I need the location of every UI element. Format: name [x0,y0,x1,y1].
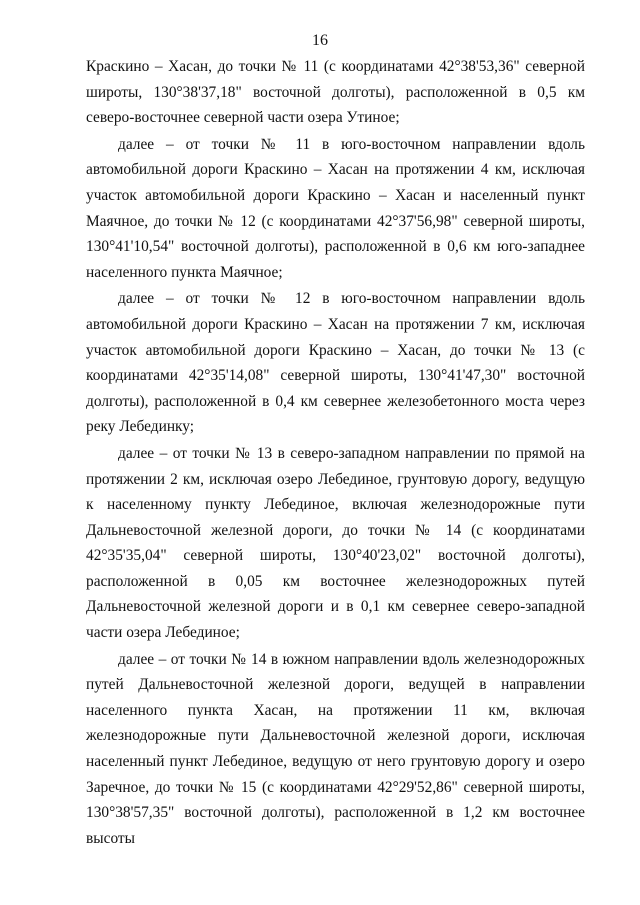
paragraph-point-12: далее – от точки № 12 в юго-восточном направлении вдоль автомобильной дороги Краскино – Хасан на протяжении 7 км, исключая участок автомобильной дороги Краскино – Хасан, до точки № 13 (с координатами 42°35'14,08" северной широты, 130°41'47,30" восточной долготы), расположенной в 0,4 км севернее железобетонного моста через реку Лебединку; [86,290,585,436]
paragraph-continuation: Краскино – Хасан, до точки № 11 (с координатами 42°38'53,36" северной широты, 130°38'37,18" восточной долготы), расположенной в 0,5 км северо-восточнее северной части озера Утиное; [86,58,585,127]
page-number: 16 [312,32,328,49]
paragraph-point-14: далее – от точки № 14 в южном направлении вдоль железнодорожных путей Дальневосточной железной дороги, ведущей в направлении населенного пункта Хасан, на протяжении 11 км, включая железнодорожные пути Дальневосточной железной дороги, исключая населенный пункт Лебединое, ведущую от него грунтовую дорогу и озеро Заречное, до точки № 15 (с координатами 42°29'52,86" северной широты, 130°38'57,35" восточной долготы), расположенной в 1,2 км восточнее высоты [86,650,585,847]
paragraph-point-13: далее – от точки № 13 в северо-западном направлении по прямой на протяжении 2 км, исключая озеро Лебединое, грунтовую дорогу, ведущую к населенному пункту Лебединое, включая железнодорожные пути Дальневосточной железной дороги, до точки № 14 (с координатами 42°35'35,04" северной широты, 130°40'23,02" восточной долготы), расположенной в 0,05 км восточнее железнодорожных путей Дальневосточной железной дороги и в 0,1 км севернее северо-западной части озера Лебединое; [86,444,585,642]
paragraph-point-11: далее – от точки № 11 в юго-восточном направлении вдоль автомобильной дороги Краскино – Хасан на протяжении 4 км, исключая участок автомобильной дороги Краскино – Хасан и населенный пункт Маячное, до точки № 12 (с координатами 42°37'56,98" северной широты, 130°41'10,54" восточной долготы), расположенной в 0,6 км юго-западнее населенного пункта Маячное; [86,135,585,281]
document-body [86,54,585,852]
